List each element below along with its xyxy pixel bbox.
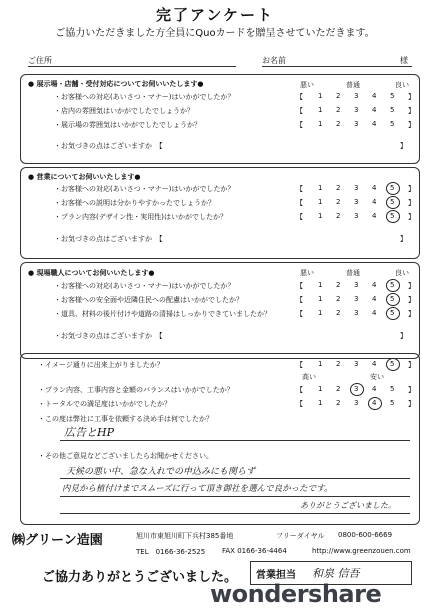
comment-line: [60, 513, 410, 514]
scale-option-3[interactable]: 3: [354, 198, 359, 206]
scale-option-1[interactable]: 1: [318, 184, 323, 192]
staff-label: 営業担当: [256, 570, 296, 581]
question: ・お客様への対応(あいさつ・マナー)はいかがでしたか？: [54, 185, 235, 193]
scale-option-5[interactable]: 5: [390, 106, 395, 114]
scale-option-1[interactable]: 1: [318, 106, 323, 114]
scale-bracket: 【: [296, 282, 303, 290]
scale-option-4[interactable]: 4: [372, 360, 377, 368]
scale-bracket: 【: [296, 107, 303, 115]
scale-bracket: 【: [296, 386, 303, 394]
scale-bracket: 】: [408, 310, 415, 318]
scale-option-4[interactable]: 4: [372, 198, 377, 206]
scale-bad: 悪い: [300, 269, 314, 277]
scale-option-3[interactable]: 3: [354, 106, 359, 114]
question: ・プラン内容(デザイン性・実用性)はいかがでしたか？: [54, 213, 227, 221]
scale-option-5[interactable]: 5: [390, 399, 395, 407]
scale-option-4[interactable]: 4: [372, 295, 377, 303]
section-heading: ● 展示場・店舗・受付対応についてお伺いいたします●: [28, 80, 204, 88]
scale-option-1[interactable]: 1: [318, 360, 323, 368]
scale-bracket: 】: [408, 400, 415, 408]
scale-bracket: 】: [408, 361, 415, 369]
scale-bracket: 【: [296, 400, 303, 408]
comment-handwritten-line: 天候の悪い中、急な入れでの申込みにも関らず: [66, 467, 256, 477]
answer-handwritten: 広告とHP: [64, 426, 114, 439]
staff-name: 和泉 信吾: [312, 567, 360, 580]
address-field[interactable]: [28, 66, 236, 67]
comment-handwritten-line: ありがとうございました。: [300, 501, 396, 510]
scale-bracket: 【: [296, 185, 303, 193]
scale-option-5[interactable]: 5: [390, 120, 395, 128]
comment-line: [60, 478, 410, 479]
question: ・イメージ通りに出来上がりましたか？: [38, 361, 164, 369]
website-url[interactable]: http://www.greenzouen.com: [312, 547, 411, 555]
scale-option-4[interactable]: 4: [372, 309, 377, 317]
watermark-text: wondershare: [210, 580, 382, 608]
question: ・道具、材料の後片付けや道路の清掃はしっかりできていましたか？: [54, 310, 271, 318]
scale-bracket: 】: [408, 199, 415, 207]
question: ・お客様への安全面や近隣住民への配慮はいかがでしたか？: [54, 296, 243, 304]
scale-bracket: 】: [408, 107, 415, 115]
scale-normal: 普通: [346, 81, 360, 89]
company-address: 旭川市東旭川町下兵村385番地: [136, 532, 234, 540]
scale-option-5[interactable]: 5: [390, 385, 395, 393]
selected-circle-mark: [386, 196, 400, 209]
scale-option-4[interactable]: 4: [372, 212, 377, 220]
scale-option-4[interactable]: 4: [372, 92, 377, 100]
scale-option-3[interactable]: 3: [354, 295, 359, 303]
scale-bad: 悪い: [300, 81, 314, 89]
scale-option-2[interactable]: 2: [336, 198, 341, 206]
question: ・その他ご意見などございましたらお聞かせください。: [38, 452, 213, 460]
question: ・トータルでの満足度はいかがでしたか？: [38, 400, 171, 408]
question: ・この度は弊社に工事を依頼する決め手は何でしたか？: [38, 415, 213, 423]
comment-handwritten-line: 内見から植付けまでスムーズに行って頂き御社を選んで良かったです。: [62, 484, 333, 494]
scale-bracket: 】: [408, 386, 415, 394]
comment-prompt: ・お気づきの点はございますか 【: [54, 142, 163, 150]
scale-normal: 普通: [346, 269, 360, 277]
scale-option-1[interactable]: 1: [318, 198, 323, 206]
scale-option-1[interactable]: 1: [318, 295, 323, 303]
tel: TEL 0166-36-2525: [136, 548, 206, 556]
scale-bracket: 】: [408, 296, 415, 304]
scale-option-3[interactable]: 3: [354, 309, 359, 317]
question: ・店内の雰囲気はいかがでしたでしょうか？: [54, 107, 194, 115]
scale-bracket: 【: [296, 361, 303, 369]
scale-high: 高い: [302, 373, 316, 381]
scale-bracket: 】: [408, 185, 415, 193]
free-dial-number: 0800-600-6669: [338, 531, 393, 539]
selected-circle-mark: [368, 397, 382, 410]
scale-option-1[interactable]: 1: [318, 92, 323, 100]
selected-circle-mark: [386, 182, 400, 195]
scale-option-2[interactable]: 2: [336, 106, 341, 114]
scale-good: 良い: [395, 269, 409, 277]
scale-option-2[interactable]: 2: [336, 212, 341, 220]
question: ・プラン内容、工事内容と金額のバランスはいかがでしたか？: [38, 386, 234, 394]
scale-option-5[interactable]: 5: [390, 309, 395, 317]
scale-option-2[interactable]: 2: [336, 385, 341, 393]
scale-option-2[interactable]: 2: [336, 295, 341, 303]
honorific: 様: [400, 56, 408, 65]
scale-option-4[interactable]: 4: [372, 184, 377, 192]
scale-bracket: 【: [296, 93, 303, 101]
scale-option-3[interactable]: 3: [354, 399, 359, 407]
question: ・お客様への説明は分かりやすかったでしょうか？: [54, 199, 215, 207]
scale-option-1[interactable]: 1: [318, 120, 323, 128]
selected-circle-mark: [386, 210, 400, 223]
scale-bracket: 【: [296, 199, 303, 207]
comment-bracket-end: 】: [400, 142, 407, 150]
scale-option-2[interactable]: 2: [336, 399, 341, 407]
section-heading: ● 現場職人についてお伺いいたします●: [28, 269, 155, 277]
address-label: ご住所: [28, 56, 52, 65]
page-title: 完了アンケート: [155, 6, 275, 24]
scale-bracket: 【: [296, 121, 303, 129]
scale-option-5[interactable]: 5: [390, 212, 395, 220]
thanks-message: ご協力ありがとうございました。: [42, 570, 238, 585]
scale-option-4[interactable]: 4: [372, 399, 377, 407]
selected-circle-mark: [350, 383, 364, 396]
scale-bracket: 】: [408, 282, 415, 290]
scale-good: 良い: [395, 81, 409, 89]
scale-option-5[interactable]: 5: [390, 92, 395, 100]
scale-option-2[interactable]: 2: [336, 281, 341, 289]
comment-prompt: ・お気づきの点はございますか 【: [54, 332, 163, 340]
answer-line: [60, 440, 410, 441]
scale-option-3[interactable]: 3: [354, 184, 359, 192]
scale-option-1[interactable]: 1: [318, 309, 323, 317]
scale-option-3[interactable]: 3: [354, 120, 359, 128]
intro-text: ご協力いただきました方全員にQuoカードを贈呈させていただきます。: [55, 28, 375, 39]
selected-circle-mark: [386, 293, 400, 306]
scale-bracket: 【: [296, 213, 303, 221]
question: ・お客様への対応(あいさつ・マナー)はいかがでしたか？: [54, 282, 235, 290]
selected-circle-mark: [386, 307, 400, 320]
scale-option-3[interactable]: 3: [354, 92, 359, 100]
scale-option-3[interactable]: 3: [354, 281, 359, 289]
selected-circle-mark: [386, 358, 400, 371]
name-field[interactable]: [262, 66, 412, 67]
scale-bracket: 【: [296, 296, 303, 304]
scale-option-3[interactable]: 3: [354, 212, 359, 220]
question: ・お客様への対応(あいさつ・マナー)はいかがでしたか？: [54, 93, 235, 101]
scale-bracket: 【: [296, 310, 303, 318]
scale-option-4[interactable]: 4: [372, 385, 377, 393]
scale-option-2[interactable]: 2: [336, 184, 341, 192]
scale-option-5[interactable]: 5: [390, 360, 395, 368]
comment-prompt: ・お気づきの点はございますか 【: [54, 235, 163, 243]
scale-option-3[interactable]: 3: [354, 360, 359, 368]
scale-bracket: 】: [408, 121, 415, 129]
scale-option-2[interactable]: 2: [336, 309, 341, 317]
question: ・展示場の雰囲気はいかがでしたでしょうか？: [54, 121, 201, 129]
scale-option-2[interactable]: 2: [336, 360, 341, 368]
scale-option-1[interactable]: 1: [318, 385, 323, 393]
name-label: お名前: [262, 56, 286, 65]
scale-option-2[interactable]: 2: [336, 92, 341, 100]
scale-option-5[interactable]: 5: [390, 295, 395, 303]
scale-option-1[interactable]: 1: [318, 281, 323, 289]
scale-option-3[interactable]: 3: [354, 385, 359, 393]
scale-option-5[interactable]: 5: [390, 198, 395, 206]
scale-option-1[interactable]: 1: [318, 399, 323, 407]
company-logo: ㈱グリーン造園: [12, 533, 103, 548]
scale-option-4[interactable]: 4: [372, 120, 377, 128]
selected-circle-mark: [386, 279, 400, 292]
comment-line: [60, 496, 410, 497]
scale-option-4[interactable]: 4: [372, 281, 377, 289]
section-heading: ● 営業についてお伺いいたします●: [28, 173, 141, 181]
comment-bracket-end: 】: [400, 235, 407, 243]
scale-option-2[interactable]: 2: [336, 120, 341, 128]
comment-bracket-end: 】: [400, 332, 407, 340]
scale-bracket: 】: [408, 93, 415, 101]
fax: FAX 0166-36-4464: [222, 547, 287, 555]
scale-option-4[interactable]: 4: [372, 106, 377, 114]
scale-bracket: 】: [408, 213, 415, 221]
scale-option-5[interactable]: 5: [390, 184, 395, 192]
scale-option-1[interactable]: 1: [318, 212, 323, 220]
scale-low: 安い: [370, 373, 384, 381]
scale-option-5[interactable]: 5: [390, 281, 395, 289]
free-dial-label: フリーダイヤル: [276, 532, 325, 540]
